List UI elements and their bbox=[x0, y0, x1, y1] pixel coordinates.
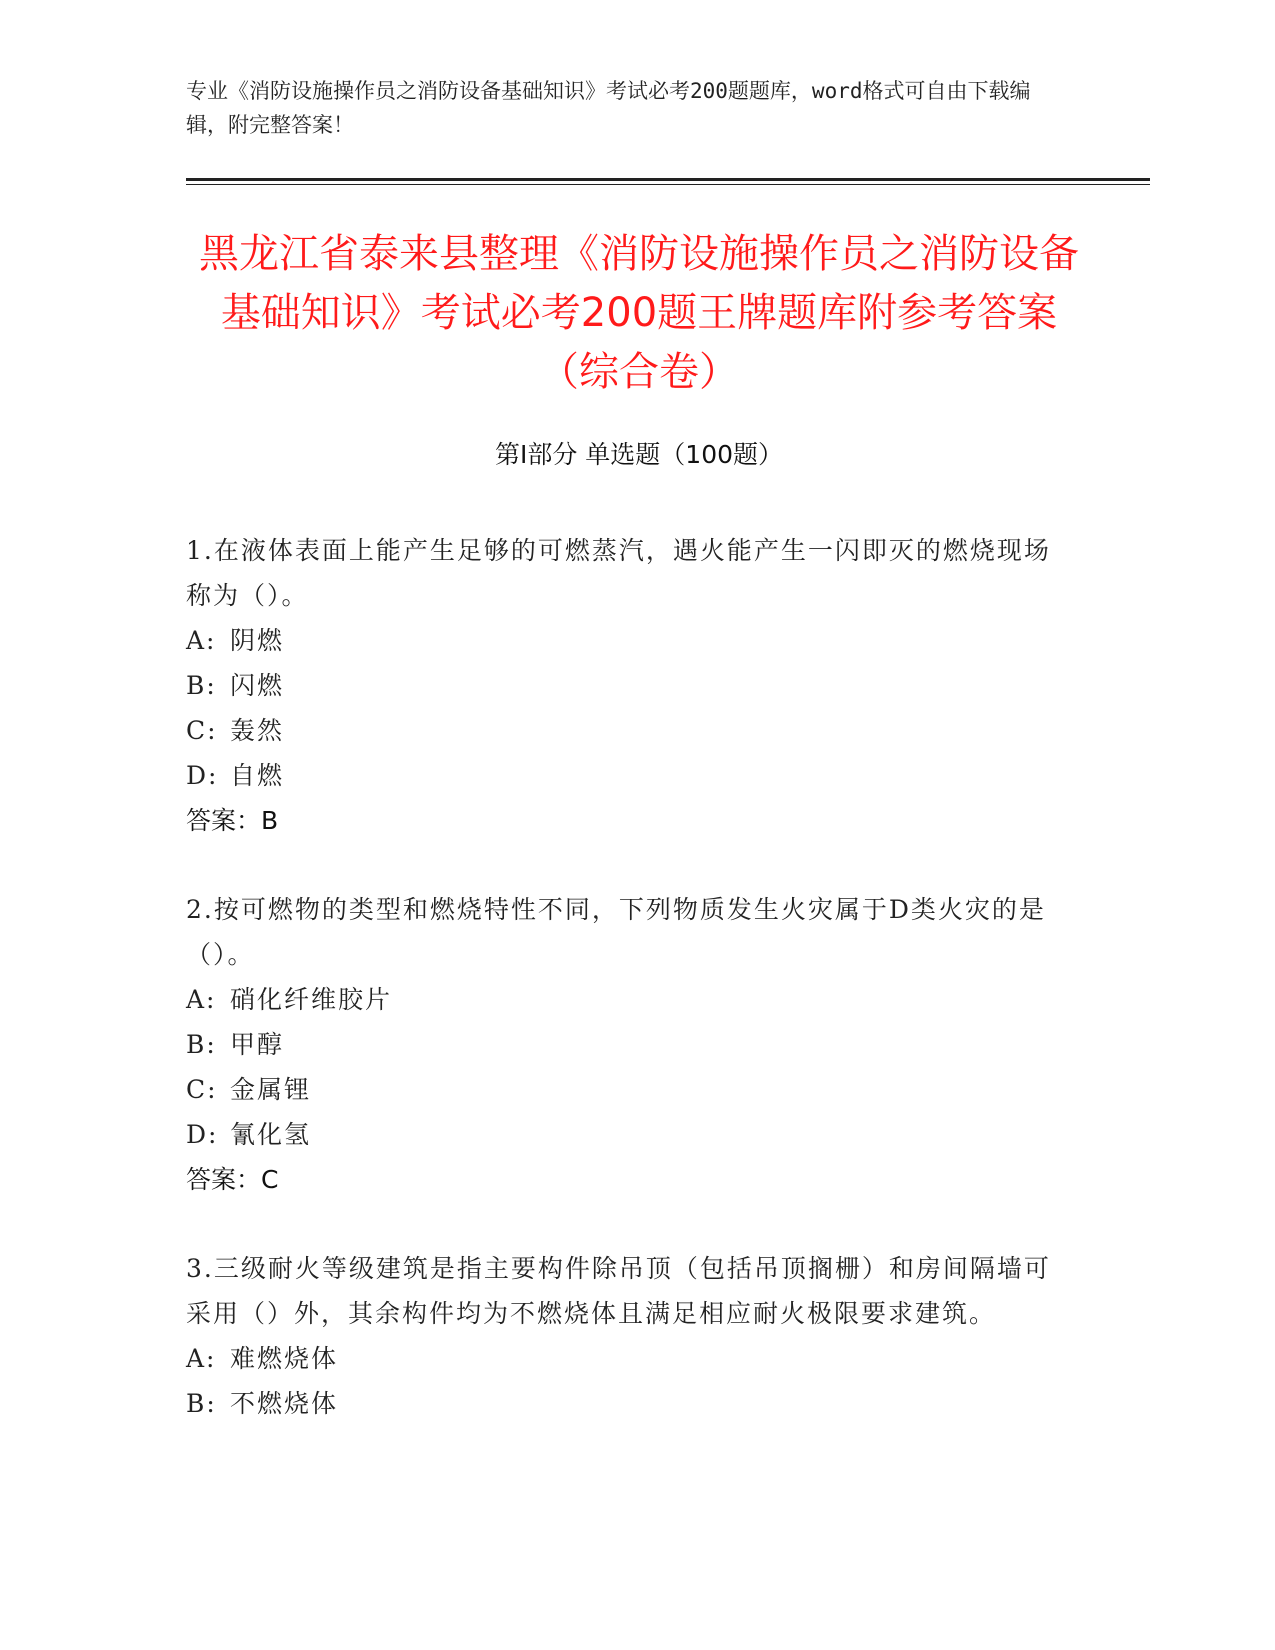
header-note: 专业《消防设施操作员之消防设备基础知识》考试必考200题题库，word格式可自由下载编辑，附完整答案！ bbox=[186, 79, 1031, 137]
option-text: 闪燃 bbox=[230, 671, 285, 700]
option-letter: D: bbox=[186, 761, 219, 790]
option-letter: B: bbox=[186, 1389, 217, 1418]
option-letter: A: bbox=[186, 1344, 217, 1373]
option-text: 轰然 bbox=[230, 716, 285, 745]
header-divider-thick bbox=[186, 178, 1150, 181]
option-a bbox=[186, 977, 1066, 1022]
option-letter: A: bbox=[186, 985, 217, 1014]
answer-line: 答案：C bbox=[186, 1165, 279, 1194]
question-3 bbox=[186, 1246, 1066, 1426]
question-stem: 1.在液体表面上能产生足够的可燃蒸汽，遇火能产生一闪即灭的燃烧现场称为（）。 bbox=[186, 536, 1051, 610]
option-a bbox=[186, 1336, 1066, 1381]
question-list bbox=[186, 528, 1066, 1470]
option-c bbox=[186, 1067, 1066, 1112]
option-text: 硝化纤维胶片 bbox=[230, 985, 393, 1014]
option-letter: C: bbox=[186, 1075, 218, 1104]
question-stem: 3.三级耐火等级建筑是指主要构件除吊顶（包括吊顶搁栅）和房间隔墙可采用（）外，其余构件均为不燃烧体且满足相应耐火极限要求建筑。 bbox=[186, 1254, 1051, 1328]
option-b bbox=[186, 1381, 1066, 1426]
option-text: 阴燃 bbox=[230, 626, 285, 655]
option-text: 难燃烧体 bbox=[230, 1344, 339, 1373]
option-d bbox=[186, 1112, 1066, 1157]
answer-line: 答案：B bbox=[186, 806, 279, 835]
option-d bbox=[186, 753, 1066, 798]
option-letter: A: bbox=[186, 626, 217, 655]
question-stem: 2.按可燃物的类型和燃烧特性不同，下列物质发生火灾属于D类火灾的是（）。 bbox=[186, 895, 1046, 969]
option-c bbox=[186, 708, 1066, 753]
option-text: 不燃烧体 bbox=[230, 1389, 339, 1418]
option-a bbox=[186, 618, 1066, 663]
question-2 bbox=[186, 887, 1066, 1202]
option-letter: D: bbox=[186, 1120, 219, 1149]
option-text: 氰化氢 bbox=[230, 1120, 312, 1149]
option-letter: B: bbox=[186, 671, 217, 700]
option-b bbox=[186, 1022, 1066, 1067]
document-title: 黑龙江省泰来县整理《消防设施操作员之消防设备基础知识》考试必考200题王牌题库附参考答案（综合卷） bbox=[199, 231, 1079, 395]
option-letter: B: bbox=[186, 1030, 217, 1059]
option-text: 金属锂 bbox=[230, 1075, 312, 1104]
section-heading: 第Ⅰ部分 单选题（100题） bbox=[494, 440, 784, 469]
option-text: 自燃 bbox=[230, 761, 285, 790]
option-text: 甲醇 bbox=[230, 1030, 285, 1059]
header-divider-thin bbox=[186, 184, 1150, 185]
option-letter: C: bbox=[186, 716, 218, 745]
option-b bbox=[186, 663, 1066, 708]
question-1 bbox=[186, 528, 1066, 843]
